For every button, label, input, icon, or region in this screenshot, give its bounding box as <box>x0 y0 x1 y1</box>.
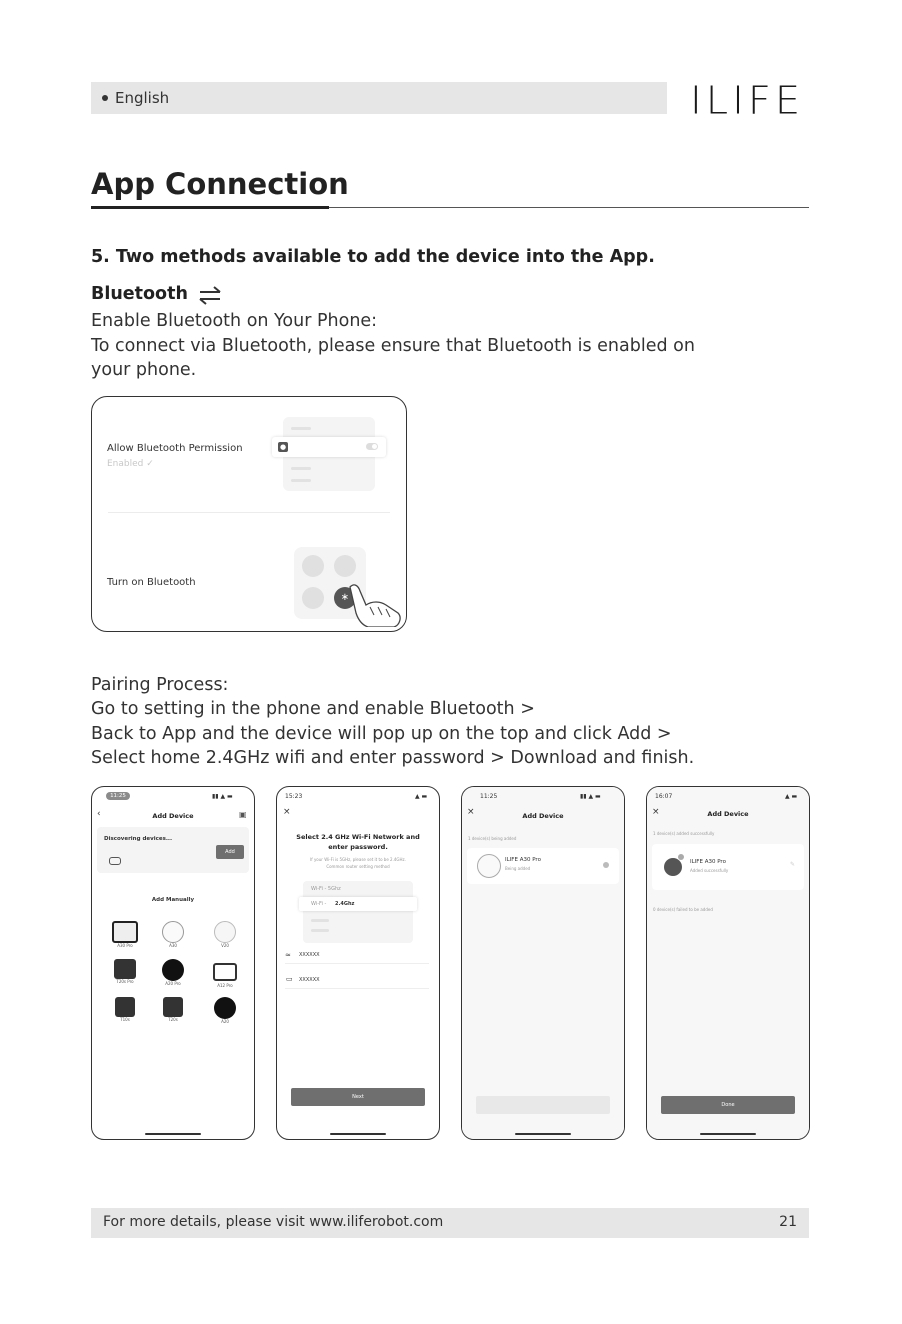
language-bar <box>91 82 667 114</box>
ilife-logo: ILIFE <box>690 79 805 123</box>
permission-label: Allow Bluetooth Permission <box>107 443 243 454</box>
device-status: Being added <box>505 866 531 871</box>
cellular-icon <box>334 555 356 577</box>
discovering-label: Discovering devices... <box>104 836 173 842</box>
status-time: 11:25 <box>480 793 498 800</box>
lock-icon: ▭ <box>286 975 293 983</box>
success-badge-icon <box>678 854 684 860</box>
robot-icon <box>109 857 121 865</box>
status-time: 15:23 <box>285 793 303 800</box>
screen-title: Add Device <box>152 812 194 820</box>
bluetooth-heading: Bluetooth <box>91 284 188 304</box>
transfer-arrows-icon <box>197 285 223 305</box>
device-name: ILIFE A30 Pro <box>690 859 726 865</box>
close-icon[interactable]: × <box>467 807 475 817</box>
pairing-step-2: Back to App and the device will pop up on the top and click Add > <box>91 723 672 744</box>
next-button[interactable]: Next <box>291 1088 425 1106</box>
language-label: English <box>115 89 170 107</box>
device-status: Added successfully <box>690 868 729 873</box>
robot-thumbnail <box>477 854 501 878</box>
scan-icon[interactable]: ▣ <box>239 810 247 819</box>
footer-bar <box>91 1208 809 1238</box>
wifi-password-input[interactable]: XXXXXX <box>299 977 320 983</box>
added-status: 1 device(s) added successfully <box>653 831 715 836</box>
airplane-icon <box>302 555 324 577</box>
section-title: App Connection <box>91 167 349 201</box>
bluetooth-toggle-icon: ∗ <box>334 587 356 609</box>
wifi-heading-2: enter password. <box>328 843 388 851</box>
bluetooth-icon: ● <box>279 443 287 451</box>
pairing-title: Pairing Process: <box>91 675 229 695</box>
turn-on-label: Turn on Bluetooth <box>107 577 196 588</box>
enable-bluetooth-body-2: your phone. <box>91 360 197 380</box>
done-button[interactable]: Done <box>661 1096 795 1114</box>
pairing-step-3: Select home 2.4GHz wifi and enter password > Download and finish. <box>91 748 695 769</box>
step-heading: 5. Two methods available to add the device into the App. <box>91 247 655 267</box>
phone-screen-added <box>646 786 810 1140</box>
wifi-hint-1: If your Wi-Fi is 5GHz, please set it to be 2.4GHz. <box>310 857 406 862</box>
wifi-24g-option[interactable] <box>299 897 417 911</box>
status-icons: ▮▮ ▲ ▬ <box>580 793 601 800</box>
status-icons: ▮▮ ▲ ▬ <box>212 793 233 800</box>
device-option[interactable]: T20s Pro <box>108 959 142 984</box>
panel-divider <box>108 512 390 513</box>
device-option[interactable]: A30 <box>156 921 190 948</box>
wifi-ssid-input[interactable]: XXXXXX <box>299 952 320 958</box>
bullet-icon <box>102 95 108 101</box>
screen-title: Add Device <box>707 810 749 818</box>
home-indicator <box>145 1133 201 1135</box>
edit-icon[interactable]: ✎ <box>790 861 796 868</box>
adding-status: 1 device(s) being added <box>468 836 517 841</box>
device-option[interactable]: T10s <box>108 997 142 1022</box>
status-time: 16:07 <box>655 793 673 800</box>
enable-bluetooth-title: Enable Bluetooth on Your Phone: <box>91 311 378 331</box>
done-button-disabled <box>476 1096 610 1114</box>
phone-screen-adding <box>461 786 625 1140</box>
phone-screen-add-device <box>91 786 255 1140</box>
title-rule <box>329 207 809 208</box>
add-manually-label: Add Manually <box>151 897 195 903</box>
footer-text: For more details, please visit www.iliferobot.com <box>103 1214 444 1230</box>
device-option[interactable]: T20s <box>156 997 190 1022</box>
title-underline <box>91 206 329 209</box>
pairing-step-1: Go to setting in the phone and enable Bluetooth > <box>91 699 535 720</box>
close-icon[interactable]: × <box>283 807 291 817</box>
wifi-heading-1: Select 2.4 GHz Wi-Fi Network and <box>296 833 420 841</box>
home-indicator <box>700 1133 756 1135</box>
device-name: ILIFE A30 Pro <box>505 857 541 863</box>
robot-thumbnail <box>664 858 682 876</box>
home-indicator <box>330 1133 386 1135</box>
wifi-network-list <box>303 881 413 943</box>
wifi-24g-prefix: Wi-Fi - <box>311 901 327 907</box>
wifi-icon: ≈ <box>285 951 291 959</box>
device-row <box>467 848 619 884</box>
wifi-5g-option[interactable]: Wi-Fi - 5Ghz <box>311 886 341 892</box>
failed-status: 0 device(s) failed to be added <box>653 907 713 912</box>
bluetooth-settings-panel <box>91 396 407 632</box>
add-button[interactable]: Add <box>216 845 244 859</box>
status-icons: ▲ ▬ <box>785 793 798 800</box>
bluetooth-permission-row <box>272 437 386 457</box>
page-number: 21 <box>779 1214 797 1230</box>
device-option[interactable]: A20 <box>208 997 242 1024</box>
status-icons: ▲ ▬ <box>415 793 428 800</box>
close-icon[interactable]: × <box>652 807 660 817</box>
wifi-icon <box>302 587 324 609</box>
back-icon[interactable]: ‹ <box>97 809 101 819</box>
pairing-instructions <box>91 673 694 771</box>
device-row <box>652 844 804 890</box>
permission-status: Enabled ✓ <box>107 459 154 469</box>
device-option[interactable]: A12 Pro <box>208 959 242 988</box>
device-option[interactable]: A30 Pro <box>108 921 142 948</box>
wifi-24g-band: 2.4Ghz <box>335 901 355 907</box>
permission-card <box>279 417 375 491</box>
home-indicator <box>515 1133 571 1135</box>
wifi-hint-2[interactable]: Common router setting method <box>326 864 390 869</box>
finger-tap-icon <box>344 579 404 627</box>
discovering-card <box>97 827 249 873</box>
device-option[interactable]: V20 <box>208 921 242 948</box>
enable-bluetooth-body-1: To connect via Bluetooth, please ensure that Bluetooth is enabled on <box>91 335 695 356</box>
toggle-switch <box>366 443 378 450</box>
status-time: 11:25 <box>106 792 130 800</box>
device-option[interactable]: A20 Pro <box>156 959 190 986</box>
loading-icon <box>603 862 609 868</box>
screen-title: Add Device <box>522 812 564 820</box>
phone-screen-wifi-setup <box>276 786 440 1140</box>
